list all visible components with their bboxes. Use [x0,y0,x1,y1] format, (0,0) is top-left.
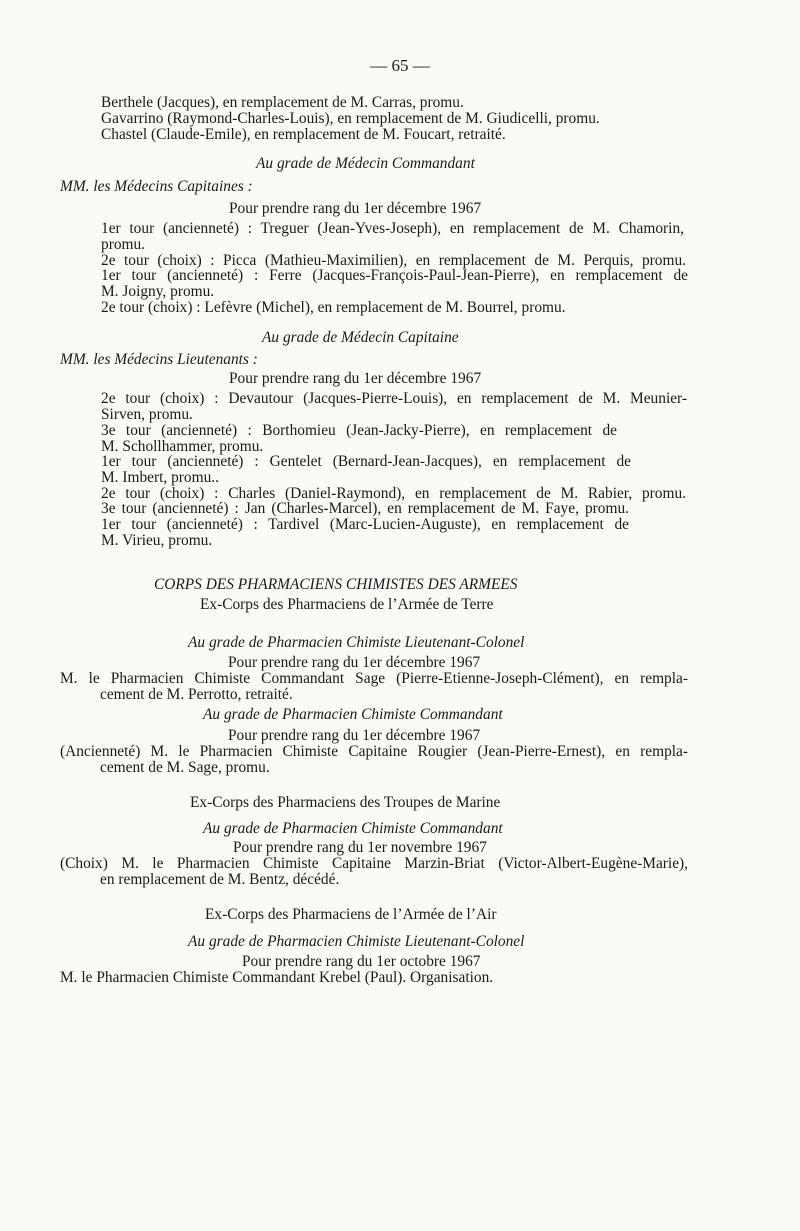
nomination-line: Sirven, promu. [101,406,193,423]
nomination-line: 2e tour (choix) : Devautour (Jacques-Pierre-Louis), en remplacement de M. Meunier- [101,390,687,407]
nomination-line: (Ancienneté) M. le Pharmacien Chimiste Capitaine Rougier (Jean-Pierre-Ernest), en rempla- [60,743,688,760]
nomination-line: en remplacement de M. Bentz, décédé. [100,871,340,888]
rank-date-line: Pour prendre rang du 1er novembre 1967 [233,839,487,856]
nomination-line: (Choix) M. le Pharmacien Chimiste Capitaine Marzin-Briat (Victor-Albert-Eugène-Marie), [60,855,688,872]
nomination-line: 2e tour (choix) : Lefèvre (Michel), en remplacement de M. Bourrel, promu. [101,299,566,316]
grade-heading: Au grade de Médecin Commandant [256,155,475,172]
nomination-line: 3e tour (ancienneté) : Borthomieu (Jean-Jacky-Pierre), en remplacement de [101,422,617,439]
rank-date-line: Pour prendre rang du 1er décembre 1967 [229,200,482,217]
rank-date-line: Pour prendre rang du 1er décembre 1967 [229,370,482,387]
nomination-line: Berthele (Jacques), en remplacement de M. Carras, promu. [101,94,464,111]
nomination-line: M. le Pharmacien Chimiste Commandant Krebel (Paul). Organisation. [60,969,494,986]
nomination-line: M. Imbert, promu.. [101,469,219,486]
nomination-line: cement de M. Perrotto, retraité. [100,686,293,703]
rank-date-line: Pour prendre rang du 1er décembre 1967 [228,727,481,744]
nomination-line: 2e tour (choix) : Picca (Mathieu-Maximilien), en remplacement de M. Perquis, promu. [101,252,686,269]
nomination-line: cement de M. Sage, promu. [100,759,270,776]
nomination-line: M. Schollhammer, promu. [101,438,264,455]
nomination-line: 3e tour (ancienneté) : Jan (Charles-Marcel), en remplacement de M. Faye, promu. [101,500,629,517]
nomination-line: Chastel (Claude-Emile), en remplacement de M. Foucart, retraité. [101,126,506,143]
grade-heading: Au grade de Pharmacien Chimiste Commandant [203,820,503,837]
nomination-line: promu. [101,236,146,253]
nomination-line: 1er tour (ancienneté) : Treguer (Jean-Yves-Joseph), en remplacement de M. Chamorin, [101,220,684,237]
group-label: MM. les Médecins Capitaines : [60,178,253,195]
grade-heading: Au grade de Pharmacien Chimiste Lieutenant-Colonel [188,634,525,651]
nomination-line: Gavarrino (Raymond-Charles-Louis), en remplacement de M. Giudicelli, promu. [101,110,600,127]
nomination-line: 1er tour (ancienneté) : Tardivel (Marc-Lucien-Auguste), en remplacement de [101,516,629,533]
subsection-heading: Ex-Corps des Pharmaciens des Troupes de Marine [190,794,501,811]
rank-date-line: Pour prendre rang du 1er décembre 1967 [228,654,481,671]
rank-date-line: Pour prendre rang du 1er octobre 1967 [242,953,481,970]
subsection-heading: Ex-Corps des Pharmaciens de l’Armée de l’Air [205,906,497,923]
nomination-line: M. Joigny, promu. [101,283,215,300]
group-label: MM. les Médecins Lieutenants : [60,351,258,368]
nomination-line: 1er tour (ancienneté) : Ferre (Jacques-François-Paul-Jean-Pierre), en remplacement de [101,267,688,284]
nomination-line: 1er tour (ancienneté) : Gentelet (Bernard-Jean-Jacques), en remplacement de [101,453,631,470]
nomination-line: M. le Pharmacien Chimiste Commandant Sage (Pierre-Etienne-Joseph-Clément), en rempla- [60,670,688,687]
grade-heading: Au grade de Pharmacien Chimiste Lieutenant-Colonel [188,933,525,950]
subsection-heading: Ex-Corps des Pharmaciens de l’Armée de Terre [200,596,494,613]
grade-heading: Au grade de Pharmacien Chimiste Commandant [203,706,503,723]
grade-heading: Au grade de Médecin Capitaine [262,329,459,346]
nomination-line: M. Virieu, promu. [101,532,213,549]
nomination-line: 2e tour (choix) : Charles (Daniel-Raymond), en remplacement de M. Rabier, promu. [101,485,686,502]
section-heading: CORPS DES PHARMACIENS CHIMISTES DES ARMEES [154,576,518,593]
page-number: — 65 — [370,56,430,75]
